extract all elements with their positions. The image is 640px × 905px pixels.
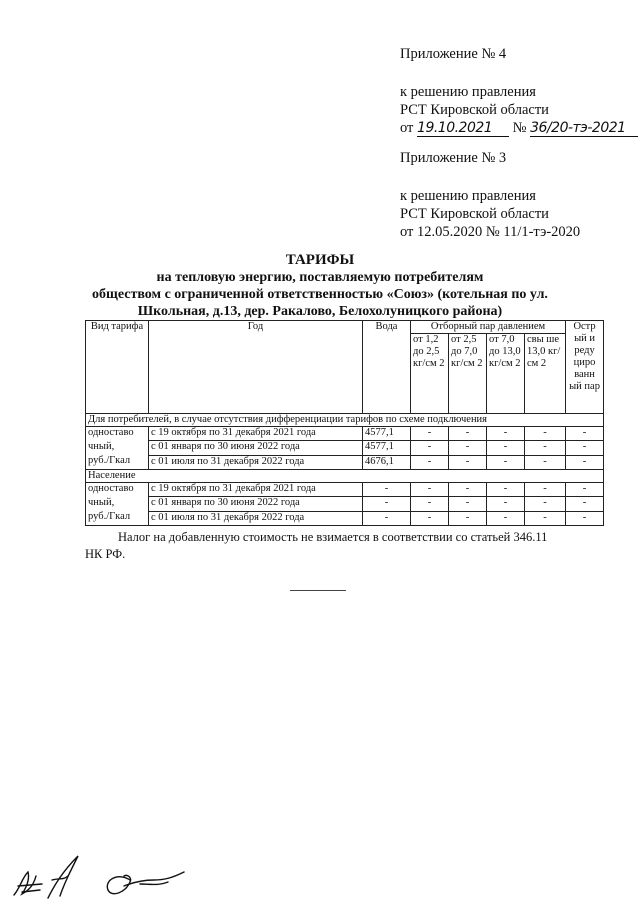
date-line-1 [400,118,638,138]
water-cell: - [363,483,411,497]
section-consumers: Для потребителей, в случае отсутствия дифференциации тарифов по схеме подключения [86,414,604,427]
header-pressure-4: свы ше 13,0 кг/см 2 [525,334,566,414]
value-cell: - [449,497,487,511]
value-cell: - [487,511,525,525]
period-cell: с 19 октября по 31 декабря 2021 года [149,483,363,497]
signatures-graphic [8,850,193,902]
header-steam: Отборный пар давлением [411,321,566,334]
period-cell: с 01 июля по 31 декабря 2022 года [149,511,363,525]
rst-line-2: РСТ Кировской области [400,206,549,222]
value-cell: - [449,511,487,525]
value-cell: - [487,497,525,511]
tariff-table [85,320,604,526]
period-cell: с 01 июля по 31 декабря 2022 года [149,455,363,469]
section-population: Население [86,470,604,483]
table-row [86,427,604,441]
date-line-2: от 12.05.2020 № 11/1-тэ-2020 [400,224,581,240]
value-cell: - [449,483,487,497]
table-row [86,497,604,511]
table-row [86,441,604,455]
value-cell: - [449,427,487,441]
tax-note-line-2: НК РФ. [85,547,126,561]
value-cell: - [566,497,604,511]
table-header-row [86,321,604,334]
header-pressure-1: от 1,2 до 2,5 кг/см 2 [411,334,449,414]
header-sharp-steam: Остр ый и реду циро ванн ый пар [566,321,604,414]
water-cell: 4577,1 [363,441,411,455]
period-cell: с 01 января по 30 июня 2022 года [149,497,363,511]
value-cell: - [566,441,604,455]
value-cell: - [525,427,566,441]
header-year: Год [149,321,363,414]
header-water: Вода [363,321,411,414]
date-prefix: от [400,120,414,136]
tax-note-line-1: Налог на добавленную стоимость не взимается в соответствии со статьей 346.11 [118,530,548,544]
kind-line: чный, [88,441,115,452]
kind-cell [86,427,149,470]
title-line-4: Школьная, д.13, дер. Ракалово, Белохолуницкого района) [137,304,503,319]
value-cell: - [525,441,566,455]
annex-4-label: Приложение № 4 [400,46,507,62]
section-row [86,470,604,483]
kind-line: чный, [88,497,115,508]
water-cell: 4577,1 [363,427,411,441]
value-cell: - [449,455,487,469]
value-cell: - [566,483,604,497]
kind-line: руб./Гкал [88,455,131,466]
value-cell: - [566,455,604,469]
value-cell: - [525,511,566,525]
value-cell: - [566,427,604,441]
value-cell: - [525,455,566,469]
period-cell: с 19 октября по 31 декабря 2021 года [149,427,363,441]
value-cell: - [525,497,566,511]
handwritten-number: 36/20-тэ-2021 [530,121,638,137]
value-cell: - [487,427,525,441]
value-cell: - [487,483,525,497]
value-cell: - [525,483,566,497]
table-row [86,511,604,525]
handwritten-date: 19.10.2021 [417,121,509,137]
section-row [86,414,604,427]
value-cell: - [449,441,487,455]
signature-left-icon [14,856,78,898]
decision-line-1: к решению правления [400,84,536,100]
kind-line: одноставо [88,483,134,494]
value-cell: - [411,511,449,525]
header-kind: Вид тарифа [86,321,149,414]
kind-line: одноставо [88,427,134,438]
value-cell: - [487,455,525,469]
value-cell: - [411,497,449,511]
kind-cell [86,483,149,526]
value-cell: - [566,511,604,525]
header-pressure-2: от 2,5 до 7,0 кг/см 2 [449,334,487,414]
rst-line-1: РСТ Кировской области [400,102,549,118]
signature-right-icon [107,872,184,894]
value-cell: - [411,455,449,469]
end-separator [290,590,346,591]
kind-line: руб./Гкал [88,511,131,522]
water-cell: - [363,511,411,525]
table-row [86,455,604,469]
title-line-3: обществом с ограниченной ответственностью «Союз» (котельная по ул. [92,287,548,302]
water-cell: - [363,497,411,511]
value-cell: - [411,483,449,497]
value-cell: - [487,441,525,455]
value-cell: - [411,441,449,455]
decision-line-2: к решению правления [400,188,536,204]
annex-3-label: Приложение № 3 [400,150,507,166]
title-line-2: на тепловую энергию, поставляемую потребителям [156,270,484,285]
number-sign: № [512,120,527,136]
water-cell: 4676,1 [363,455,411,469]
header-pressure-3: от 7,0 до 13,0 кг/см 2 [487,334,525,414]
document-title: ТАРИФЫ [285,252,355,268]
table-row [86,483,604,497]
period-cell: с 01 января по 30 июня 2022 года [149,441,363,455]
value-cell: - [411,427,449,441]
